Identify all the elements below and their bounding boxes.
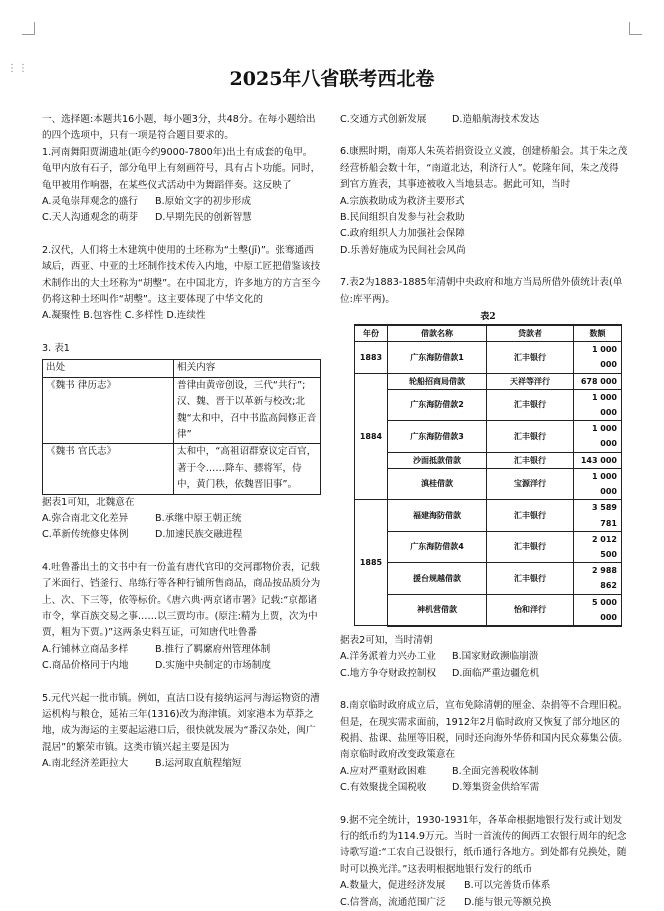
option-a: A.行铺林立商品多样 (42, 643, 129, 655)
option-b: B.推行了羁縻府州管理体制 (155, 643, 271, 655)
lender-cell: 汇丰银行 (487, 342, 574, 373)
option-d: D.乐善好施成为民间社会风尚 (340, 244, 466, 256)
loan-name-cell: 广东海防借款3 (388, 421, 487, 452)
year-cell: 1883 (355, 342, 388, 373)
option-b: B.原始文字的初步形成 (155, 196, 251, 208)
question-6 (340, 144, 628, 259)
loan-name-cell: 广东海防借款1 (388, 342, 487, 373)
table-1 (42, 359, 321, 494)
option-a: A.灵龟崇拜观念的盛行 (42, 196, 138, 208)
left-column (42, 112, 321, 773)
table-row (355, 594, 622, 626)
question-stem: 9.据不完全统计，1930-1931年，各革命根据地银行发行或计划发行的纸币约为114.9万元。当时一首流传的闽西工农银行周年的纪念诗歌写道:“工农自己设银行，纸币通行各地方。到处都有兑换处，随时可以换光洋。”这表明根据地银行发行的纸币 (340, 814, 627, 875)
question-1 (42, 145, 321, 227)
option-d: D.面临严重边疆危机 (452, 667, 540, 679)
table-header-row (43, 360, 321, 377)
lender-cell: 汇丰银行 (487, 389, 574, 420)
table-row (355, 531, 622, 562)
option-b: B.国家财政濒临崩溃 (452, 651, 539, 663)
option-c: C.地方争夺财政控制权 (340, 667, 437, 679)
option-c: C.革新传统修史体例 (42, 529, 129, 541)
amount-cell: 1 000 000 (574, 468, 622, 499)
table-2 (354, 310, 622, 627)
question-stem: 4.吐鲁番出土的文书中有一份盖有唐代官印的交河郡物价表，记载了米面行、铛釜行、帛练行等各种行铺所售商品，商品按品质分为上、次、下三等，依等标价。《唐六典·两京诸市署》记载:“京都诸市令，掌百族交易之事……以三贾均市。(原注:精为上贾，次为中贾，粗为下贾。)”这两条史料互证，可知唐代吐鲁番 (42, 561, 321, 639)
question-8 (340, 698, 628, 796)
loan-table (354, 324, 622, 627)
amount-cell: 1 000 000 (574, 421, 622, 452)
question-stem: 8.南京临时政府成立后，宣布免除清朝的厘金、杂捐等不合理旧税。但是，在现实需求面前，1912年2月临时政府又恢复了部分地区的税捐、盐课、盐厘等旧税，同时还向海外华侨和国内民众募集公债。南京临时政府改变政策意在 (340, 700, 628, 761)
amount-cell: 3 589 781 (574, 500, 622, 531)
loan-name-cell: 广东海防借款2 (388, 389, 487, 420)
question-stem: 1.河南舞阳贾湖遗址(距今约9000-7800年)出土有成套的龟甲。龟甲内放有石子，部分龟甲上有刻画符号，具有占卜功能。同时，龟甲被用作响器，在某些仪式活动中为舞蹈伴奏。这反映了 (42, 146, 321, 191)
loan-name-cell: 滇桂借款 (388, 468, 487, 499)
loan-name-cell: 广东海防借款4 (388, 531, 487, 562)
option-a: A.数量大，促进经济发展 (340, 880, 446, 892)
question-stem: 据表2可知，当时清朝 (340, 634, 433, 646)
table-cell: 《魏书 官氏志》 (43, 444, 174, 494)
lender-cell: 天祥等洋行 (487, 373, 574, 389)
option-a: A.弥合南北文化差异 (42, 512, 129, 524)
section-instructions: 一、选择题:本题共16小题，每小题3分，共48分。在每小题给出的四个选项中，只有一项是符合题目要求的。 (42, 114, 316, 142)
amount-cell: 143 000 (574, 452, 622, 468)
table-row (355, 468, 622, 499)
table-row (355, 421, 622, 452)
option-d: D.筹集资金供给军需 (452, 782, 540, 794)
page-corner-mark-top-left (22, 22, 35, 35)
option-a: A.宗族救助成为救济主要形式 (340, 195, 465, 207)
amount-cell: 1 000 000 (574, 389, 622, 420)
table-row (43, 377, 321, 444)
question-2 (42, 243, 321, 325)
table-row (43, 444, 321, 494)
page-corner-mark-top-right (629, 22, 642, 35)
option-b: B.运河取直航程缩短 (155, 758, 242, 770)
lender-cell: 汇丰银行 (487, 563, 574, 594)
option-c: C.信誉高，流通范围广泛 (340, 896, 446, 908)
option-d: D.造船航海技术发达 (452, 114, 540, 125)
amount-cell: 5 000 000 (574, 594, 622, 626)
question-9 (340, 813, 628, 911)
table-cell: 太和中，“高祖诏群寮议定百官，著于令……降车、骠将军，侍中，黄门秩，依魏晋旧事”。 (174, 444, 321, 494)
question-5-continued (340, 112, 628, 128)
option-a: A.南北经济差距拉大 (42, 758, 129, 770)
year-cell: 1884 (355, 373, 388, 500)
table-header-row (355, 325, 622, 342)
table-row (355, 563, 622, 594)
question-3 (42, 341, 321, 544)
lender-cell: 宝源洋行 (487, 468, 574, 499)
loan-name-cell: 轮船招商局借款 (388, 373, 487, 389)
option-c: C.政府组织人力加强社会保障 (340, 228, 465, 240)
lender-cell: 怡和洋行 (487, 594, 574, 626)
loan-name-cell: 援台规越借款 (388, 563, 487, 594)
table-row (355, 342, 622, 373)
amount-cell: 2 012 500 (574, 531, 622, 562)
header-cell: 相关内容 (174, 360, 321, 377)
drag-handle-icon[interactable]: ⋮⋮ (7, 63, 29, 74)
lender-cell: 汇丰银行 (487, 531, 574, 562)
lender-cell: 汇丰银行 (487, 452, 574, 468)
option-d: D.早期先民的创新智慧 (155, 212, 252, 224)
question-stem: 6.康熙时期，南郑人朱英若捐资设立义渡，创建桥船会。其于朱之茂经营桥船会数十年，“南道北达，利济行人”。乾隆年间，朱之茂得到官方旌表，其事迹被收入当地县志。据此可知，当时 (340, 146, 628, 191)
lender-cell: 汇丰银行 (487, 500, 574, 531)
table-row (355, 452, 622, 468)
loan-name-cell: 福建海防借款 (388, 500, 487, 531)
option-d: D.加速民族交融进程 (155, 529, 243, 541)
amount-cell: 1 000 000 (574, 342, 622, 373)
header-cell: 年份 (355, 325, 388, 342)
question-stem: 7.表2为1883-1885年清朝中央政府和地方当局所借外债统计表(单位:库平两)。 (340, 277, 623, 305)
option-a: A.洋务派着力兴办工业 (340, 651, 436, 663)
table-row (355, 389, 622, 420)
year-cell: 1885 (355, 500, 388, 626)
header-cell: 数额 (574, 325, 622, 342)
option-a: A.应对严重财政困难 (340, 765, 427, 777)
question-stem: 据表1可知，北魏意在 (42, 496, 135, 508)
table-caption: 表2 (480, 312, 496, 323)
header-cell: 借款名称 (388, 325, 487, 342)
loan-name-cell: 沙面抵款借款 (388, 452, 487, 468)
option-c: C.天人沟通观念的萌芽 (42, 212, 139, 224)
option-b: B.民间组织自发参与社会救助 (340, 212, 465, 224)
table-lead: 3. 表1 (42, 342, 70, 354)
loan-name-cell: 神机营借款 (388, 594, 487, 626)
option-d: D.实施中央制定的市场制度 (155, 660, 271, 672)
option-b: B.全面完善税收体制 (452, 765, 539, 777)
table-row (355, 373, 622, 389)
option-b: B.承继中原王朝正统 (155, 512, 242, 524)
option-d: D.能与银元等额兑换 (464, 896, 552, 908)
amount-cell: 2 988 862 (574, 563, 622, 594)
option-c: C.交通方式创新发展 (340, 114, 427, 125)
lender-cell: 汇丰银行 (487, 421, 574, 452)
option-b: B.可以完善货币体系 (464, 880, 551, 892)
right-column (340, 112, 628, 911)
option-c: C.有效聚拢全国税收 (340, 782, 427, 794)
page-title: 2025年八省联考西北卷 (229, 68, 435, 90)
table-cell: 普律由黄帝创设，三代“共行”;汉、魏、晋于以革新与校改;北魏“太和中，召中书监高闾修正音律” (174, 377, 321, 444)
header-cell: 出处 (43, 360, 174, 377)
question-stem: 5.元代兴起一批市镇。例如，直沽口设有接纳运河与海运物资的漕运机构与粮仓，延祐三年(1316)改为海津镇。刘家港本为草莽之地，成为海运的主要起运港口后，很快就发展为“番汉杂处，闽广混居”的繁荣市镇。这类市镇兴起主要是因为 (42, 692, 320, 753)
table-cell: 《魏书 律历志》 (43, 377, 174, 444)
question-4 (42, 560, 321, 675)
options-line: A.凝聚性 B.包容性 C.多样性 D.连续性 (42, 310, 206, 322)
question-5 (42, 691, 321, 773)
question-7 (340, 275, 628, 682)
header-cell: 贷款者 (487, 325, 574, 342)
table-row (355, 500, 622, 531)
option-c: C.商品价格同于内地 (42, 660, 129, 672)
question-stem: 2.汉代，人们将土木建筑中使用的土坯称为“土墼(jī)”。张骞通西域后，西亚、中亚的土坯制作技术传入内地，中原工匠把借鉴该技术制作出的大土坯称为“胡墼”。在中国北方，许多地方的方言至今仍将这种土坯叫作“胡墼”。这主要体现了中华文化的 (42, 244, 321, 306)
amount-cell: 678 000 (574, 373, 622, 389)
